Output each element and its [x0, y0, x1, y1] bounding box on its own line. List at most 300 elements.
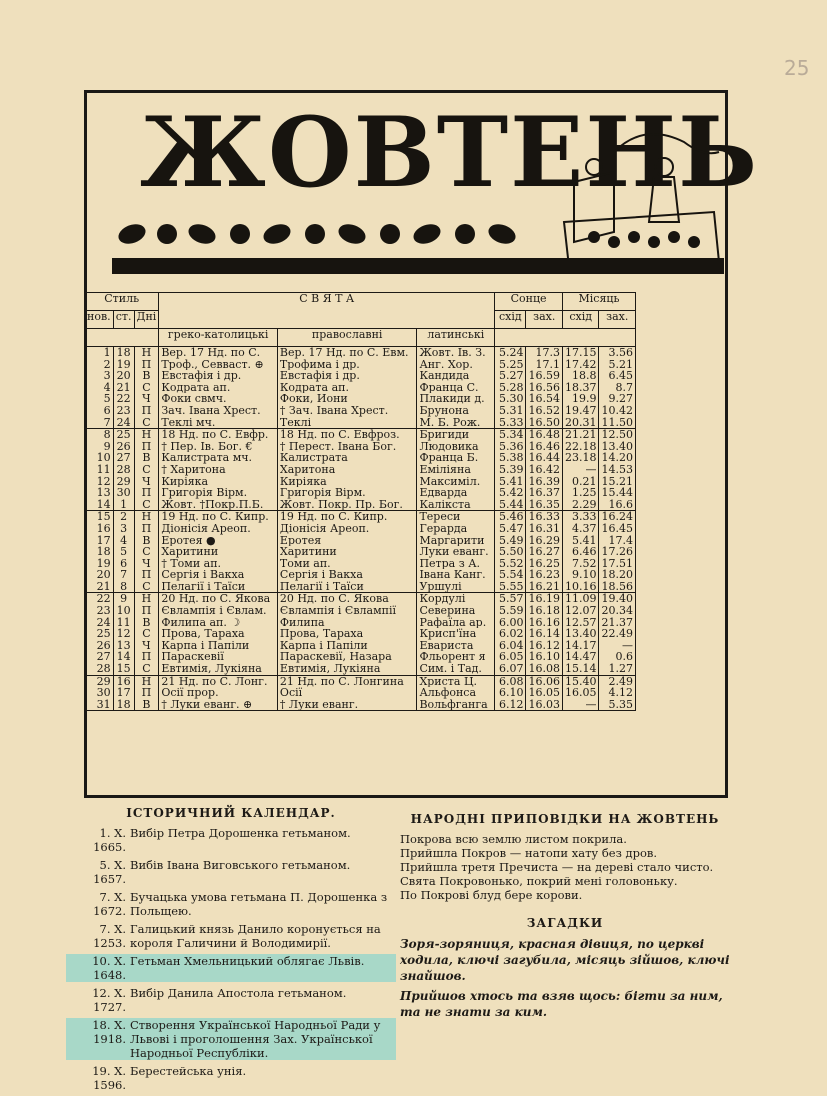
month-title	[112, 94, 760, 218]
cell-line: 17.15	[564, 347, 597, 359]
cell-line: Карпа і Папіли	[161, 639, 250, 652]
cell-line: Луки еванг.	[419, 546, 489, 558]
cell-line: 21.21	[564, 429, 597, 441]
week-moon-set-cell	[599, 675, 636, 711]
week-sun-rise-cell	[495, 593, 526, 675]
cell-line: 19	[116, 358, 131, 371]
week-ortho-cell	[277, 593, 417, 675]
cell-line: Евстафія і др.	[161, 370, 242, 382]
cell-line: Франца Б.	[419, 452, 479, 464]
week-days-cell	[134, 675, 159, 711]
cell-line: 18	[96, 546, 111, 558]
cell-line: † Харитона	[161, 463, 226, 476]
week-lat-cell	[417, 675, 495, 711]
cell-line: Н	[141, 675, 152, 688]
cell-line: Евстафія і др.	[279, 370, 360, 382]
cell-line: 5.41	[571, 534, 597, 547]
cell-line: Маргарити	[419, 534, 485, 547]
cell-line: Ч	[142, 557, 151, 570]
cell-line: 10.42	[601, 404, 633, 417]
week-moon-rise-cell	[562, 347, 599, 429]
market-illustration	[554, 112, 724, 272]
history-date: 10. X. 1648.	[66, 954, 130, 982]
week-gk-cell	[159, 511, 278, 593]
cell-line: Євлампія і Євлам.	[161, 605, 267, 617]
cell-line: 5.57	[498, 593, 524, 606]
cell-line: 19 Нд. по С. Кипр.	[279, 511, 388, 523]
cell-line: 5.46	[498, 511, 524, 523]
cell-line: Кандида	[419, 370, 470, 382]
cell-line: 16.42	[528, 463, 560, 476]
cell-line: 12	[116, 628, 131, 640]
cell-line: 5.42	[498, 487, 524, 499]
cell-line: 9.10	[571, 569, 597, 581]
cell-line: 5.49	[498, 534, 524, 547]
cell-line: Діонісія Ареоп.	[161, 522, 251, 535]
cell-line: 16.52	[528, 404, 560, 417]
week-moon-rise-cell	[562, 511, 599, 593]
cell-line: † Пер. Ів. Бог. €	[161, 440, 253, 453]
history-text: Гетьман Хмельницький облягає Львів.	[130, 954, 396, 982]
cell-line: С	[142, 580, 151, 593]
cell-line: 16.03	[528, 698, 560, 711]
cell-line: 21 Нд. по С. Лонгина	[279, 675, 404, 688]
header-moon-rise: схід	[562, 311, 599, 329]
cell-line: 8.7	[615, 381, 633, 394]
cell-line: 10	[96, 452, 111, 464]
cell-line: Фльорент я	[419, 651, 486, 664]
cell-line: 11.50	[601, 416, 633, 429]
cell-line: 9	[103, 440, 111, 453]
week-new-cell	[85, 593, 114, 675]
cell-line: Ч	[142, 393, 151, 405]
saying-line: Свята Покровонько, покрий мені головоньку.	[400, 874, 678, 888]
cell-line: 3	[120, 522, 128, 535]
history-date: 18. X. 1918.	[66, 1018, 130, 1060]
cell-line: 6.45	[608, 370, 633, 382]
cell-line: В	[142, 534, 151, 547]
week-moon-set-cell	[599, 429, 636, 511]
history-item	[66, 826, 396, 854]
cell-line: 21	[96, 580, 111, 593]
cell-line: 5.27	[498, 370, 524, 382]
cell-line: 18.56	[601, 580, 633, 593]
cell-line: 6.02	[498, 628, 524, 640]
week-sun-rise-cell	[495, 511, 526, 593]
cell-line: П	[141, 569, 152, 581]
cell-line: 12	[96, 475, 111, 488]
header-moon-set: зах.	[599, 311, 636, 329]
cell-line: 28	[116, 463, 131, 476]
sayings-list	[400, 832, 730, 902]
history-text: Створення Української Народньої Ради у Львові і проголошення Зах. Української Народньої Республіки.	[130, 1018, 396, 1060]
cell-line: 16.48	[528, 429, 560, 441]
cell-line: 18 Нд. по С. Евфроз.	[279, 429, 400, 441]
history-item	[66, 954, 396, 982]
month-title-text: ЖОВТЕНЬ	[140, 96, 760, 209]
cell-line: † Зач. Івана Хрест.	[279, 404, 389, 417]
cell-line: Северина	[419, 605, 476, 617]
cell-line: 20.31	[564, 416, 597, 429]
cell-line: Ч	[142, 639, 151, 652]
cell-line: Жовт. †Покр.П.Б.	[161, 498, 264, 511]
history-text: Берестейська унія.	[130, 1064, 247, 1078]
cell-line: 10	[116, 605, 131, 617]
cell-line: 4.37	[571, 522, 597, 535]
cell-line: 20 Нд. по С. Якова	[161, 593, 271, 606]
header-sonce: Сонце	[495, 293, 563, 311]
cell-line: 14.47	[564, 651, 597, 664]
week-new-cell	[85, 675, 114, 711]
riddle-list	[400, 936, 730, 1020]
cell-line: Н	[141, 347, 152, 359]
cell-line: 22.49	[601, 628, 633, 640]
cell-line: Теклі	[279, 416, 312, 429]
cell-line: П	[141, 651, 152, 664]
history-date: 12. X. 1727.	[92, 986, 126, 1014]
cell-line: 16.27	[528, 546, 560, 558]
header-greko: греко-католицькі	[159, 329, 278, 347]
cell-line: 5	[120, 546, 128, 558]
header-svyata: С В Я Т А	[159, 293, 495, 329]
leaf-ornament	[112, 212, 522, 252]
cell-line: П	[141, 522, 152, 535]
cell-line: 22.18	[564, 440, 597, 453]
cell-line: Євлампія і Євлампії	[279, 605, 397, 617]
week-lat-cell	[417, 347, 495, 429]
cell-line: Еротея ●	[161, 534, 216, 547]
cell-line: 1	[103, 347, 111, 359]
cell-line: П	[141, 487, 152, 499]
cell-line: 8	[120, 580, 128, 593]
cell-line: 23	[116, 404, 131, 417]
week-gk-cell	[159, 429, 278, 511]
cell-line: 15	[116, 663, 131, 675]
history-list	[66, 826, 396, 1092]
cell-line: 16.25	[528, 557, 560, 570]
cell-line: 5.25	[498, 358, 524, 371]
cell-line: Н	[141, 593, 152, 606]
cell-line: 5.24	[498, 347, 524, 359]
cell-line: Анг. Хор.	[419, 358, 473, 371]
cell-line: 2	[120, 511, 128, 523]
cell-line: 30	[96, 687, 111, 699]
cell-line: Ч	[142, 475, 151, 488]
cell-line: 3	[103, 370, 111, 382]
week-sun-set-cell	[526, 675, 563, 711]
cell-line: 16.06	[528, 675, 560, 688]
cell-line: 3.33	[571, 511, 597, 523]
history-item	[66, 1064, 396, 1092]
cell-line: 6	[103, 404, 111, 417]
saying-line: Прийшла Покров — натопи хату без дров.	[400, 846, 658, 860]
week-moon-set-cell	[599, 593, 636, 675]
cell-line: Харитини	[279, 546, 337, 558]
cell-line: 15.14	[564, 663, 597, 675]
cell-line: 23	[96, 605, 111, 617]
cell-line: Людовика	[419, 440, 479, 453]
cell-line: 20	[96, 569, 111, 581]
cell-line: 16.05	[528, 687, 560, 699]
cell-line: Петра з А.	[419, 557, 481, 570]
cell-line: Кордулі	[419, 593, 466, 606]
week-moon-rise-cell	[562, 429, 599, 511]
week-row	[85, 675, 636, 711]
cell-line: 4	[103, 381, 111, 394]
cell-line: 20 Нд. по С. Якова	[279, 593, 389, 606]
history-item	[66, 858, 396, 886]
cell-line: 5.52	[498, 557, 524, 570]
cell-line: Діонісія Ареоп.	[279, 522, 370, 535]
cell-line: С	[142, 416, 151, 429]
cell-line: 14.53	[601, 463, 633, 476]
week-days-cell	[134, 593, 159, 675]
week-sun-rise-cell	[495, 347, 526, 429]
week-ortho-cell	[277, 675, 417, 711]
cell-line: 16.56	[528, 381, 560, 394]
cell-line: 14	[116, 651, 131, 664]
cell-line: Зач. Івана Хрест.	[161, 404, 261, 417]
cell-line: Евариста	[419, 639, 474, 652]
cell-line: М. Б. Рож.	[419, 416, 481, 429]
cell-line: † Перест. Івана Бог.	[279, 440, 397, 453]
cell-line: 21	[116, 381, 131, 394]
cell-line: Фоки, Йони	[279, 393, 348, 405]
cell-line: Христа Ц.	[419, 675, 478, 688]
history-text: Галицький князь Данило коронується на короля Галичини й Володимирії.	[130, 922, 381, 950]
cell-line: 11	[116, 616, 131, 629]
cell-line: Франца С.	[419, 381, 479, 394]
cell-line: 31	[96, 698, 111, 711]
cell-line: Филипа ап. ☽	[161, 616, 241, 629]
header-latynski: латинські	[417, 329, 495, 347]
cell-line: 4.12	[608, 687, 633, 699]
cell-line: С	[142, 498, 151, 511]
cell-line: Карпа і Папіли	[279, 639, 368, 652]
cell-line: 21.37	[601, 616, 633, 629]
cell-line: Кодрата ап.	[161, 381, 231, 394]
cell-line: 15	[96, 511, 111, 523]
cell-line: 16.46	[528, 440, 560, 453]
cell-line: Еротея	[279, 534, 322, 547]
history-section	[66, 806, 396, 1096]
history-text: Бучацька умова гетьмана П. Дорошенка з Польщею.	[130, 890, 388, 918]
cell-line: П	[141, 358, 152, 371]
week-ortho-cell	[277, 429, 417, 511]
cell-line: Івана Канг.	[419, 569, 486, 581]
cell-line: Прова, Тараха	[279, 628, 364, 640]
history-title: ІСТОРИЧНИЙ КАЛЕНДАР.	[126, 806, 336, 820]
cell-line: 9	[120, 593, 128, 606]
cell-line: 5.59	[498, 605, 524, 617]
history-date: 7. X. 1253.	[93, 922, 126, 950]
cell-line: 16.24	[601, 511, 633, 523]
week-ortho-cell	[277, 511, 417, 593]
cell-line: 14.17	[564, 639, 597, 652]
cell-line: 12.07	[564, 605, 597, 617]
cell-line: 14.20	[601, 452, 633, 464]
cell-line: Плакиди д.	[419, 393, 485, 405]
cell-line: 6.05	[498, 651, 524, 664]
cell-line: Максиміл.	[419, 475, 481, 488]
cell-line: 13	[96, 487, 111, 499]
cell-line: 18	[116, 698, 131, 711]
cell-line: Григорія Вірм.	[279, 487, 366, 499]
cell-line: 27	[116, 452, 131, 464]
cell-line: Уршулі	[419, 580, 462, 593]
history-text: Вибір Петра Дорошенка гетьманом.	[130, 826, 351, 840]
cell-line: 16.39	[528, 475, 560, 488]
week-row	[85, 593, 636, 675]
cell-line: 19.47	[564, 404, 597, 417]
week-lat-cell	[417, 429, 495, 511]
week-sun-set-cell	[526, 429, 563, 511]
cell-line: —	[585, 463, 597, 476]
cell-line: Вер. 17 Нд. по С.	[161, 347, 261, 359]
cell-line: 30	[116, 487, 131, 499]
cell-line: 2.49	[608, 675, 633, 688]
cell-line: 5.30	[498, 393, 524, 405]
cell-line: 27	[96, 651, 111, 664]
history-item	[66, 1018, 396, 1060]
cell-line: 16.29	[528, 534, 560, 547]
cell-line: В	[142, 370, 151, 382]
cell-line: 6.00	[498, 616, 524, 629]
cell-line: Альфонса	[419, 687, 477, 699]
cell-line: 16	[96, 522, 111, 535]
cell-line: Сим. і Тад.	[419, 663, 482, 675]
cell-line: Жовт. Покр. Пр. Бог.	[279, 498, 403, 511]
cell-line: С	[142, 546, 151, 558]
cell-line: 5.21	[608, 358, 633, 371]
cell-line: 29	[116, 475, 131, 488]
cell-line: 8	[103, 429, 111, 441]
cell-line: 16.50	[528, 416, 560, 429]
cell-line: Тереси	[419, 511, 461, 523]
week-moon-rise-cell	[562, 675, 599, 711]
cell-line: 3.56	[608, 347, 633, 359]
cell-line: 16.44	[528, 452, 560, 464]
cell-line: 5.28	[498, 381, 524, 394]
week-sun-rise-cell	[495, 429, 526, 511]
cell-line: Жовт. Ів. З.	[419, 347, 486, 359]
cell-line: 6.10	[498, 687, 524, 699]
cell-line: Киріяка	[279, 475, 327, 488]
cell-line: 7.52	[571, 557, 597, 570]
cell-line: 16.33	[528, 511, 560, 523]
cell-line: 5.44	[498, 498, 524, 511]
cell-line: Томи ап.	[279, 557, 331, 570]
cell-line: 5.33	[498, 416, 524, 429]
header-pravoslavni: православні	[277, 329, 417, 347]
cell-line: С	[142, 663, 151, 675]
cell-line: 18.20	[601, 569, 633, 581]
cell-line: 16.19	[528, 593, 560, 606]
cell-line: 16.08	[528, 663, 560, 675]
cell-line: 7	[103, 416, 111, 429]
cell-line: Н	[141, 511, 152, 523]
cell-line: 11.09	[564, 593, 597, 606]
cell-line: Едварда	[419, 487, 468, 499]
week-old-cell	[113, 675, 134, 711]
cell-line: 13	[116, 639, 131, 652]
cell-line: 16.6	[608, 498, 633, 511]
cell-line: 13.40	[564, 628, 597, 640]
cell-line: Брунона	[419, 404, 469, 417]
week-lat-cell	[417, 511, 495, 593]
history-date: 5. X. 1657.	[93, 858, 126, 886]
cell-line: 6.12	[498, 698, 524, 711]
cell-line: 19.9	[571, 393, 597, 405]
cell-line: 6	[120, 557, 128, 570]
cell-line: 19 Нд. по С. Кипр.	[161, 511, 269, 523]
cell-line: 11	[96, 463, 111, 476]
week-gk-cell	[159, 593, 278, 675]
week-sun-set-cell	[526, 347, 563, 429]
cell-line: 12.57	[564, 616, 597, 629]
cell-line: 16.12	[528, 639, 560, 652]
cell-line: Пелагії і Таїси	[279, 580, 364, 593]
cell-line: Калистрата	[279, 452, 348, 464]
week-sun-set-cell	[526, 593, 563, 675]
cell-line: 5.50	[498, 546, 524, 558]
cell-line: 2.29	[571, 498, 597, 511]
cell-line: 5.36	[498, 440, 524, 453]
cell-line: Калікста	[419, 498, 471, 511]
cell-line: —	[622, 639, 633, 652]
cell-line: Еміліяна	[419, 463, 471, 476]
cell-line: Трофима і др.	[279, 358, 360, 371]
cell-line: Бригиди	[419, 429, 470, 441]
cell-line: 5.31	[498, 404, 524, 417]
week-days-cell	[134, 347, 159, 429]
history-date: 1. X. 1665.	[93, 826, 126, 854]
cell-line: 16.45	[601, 522, 633, 535]
cell-line: 5	[103, 393, 111, 405]
sayings-section	[400, 812, 730, 1020]
cell-line: 16.16	[528, 616, 560, 629]
history-item	[66, 890, 396, 918]
cell-line: 6.08	[498, 675, 524, 688]
cell-line: 2	[103, 358, 111, 371]
cell-line: Теклі мч.	[161, 416, 216, 429]
history-date: 19. X. 1596.	[92, 1064, 126, 1092]
cell-line: Параскевії	[161, 651, 224, 664]
cell-line: 1.27	[608, 663, 633, 675]
cell-line: 17	[96, 534, 111, 547]
cell-line: 16.54	[528, 393, 560, 405]
history-text: Вибір Данила Апостола гетьманом.	[130, 986, 347, 1000]
cell-line: 19.40	[601, 593, 633, 606]
header-misyac: Місяць	[562, 293, 635, 311]
cell-line: 16.23	[528, 569, 560, 581]
cell-line: 16	[116, 675, 131, 688]
cell-line: 15.21	[601, 475, 633, 488]
cell-line: Параскевії, Назара	[279, 651, 392, 664]
cell-line: 6.04	[498, 639, 524, 652]
cell-line: Вер. 17 Нд. по С. Евм.	[279, 347, 409, 359]
cell-line: 7	[120, 569, 128, 581]
cell-line: 0.6	[615, 651, 633, 664]
cell-line: 5.54	[498, 569, 524, 581]
cell-line: П	[141, 687, 152, 699]
week-row	[85, 511, 636, 593]
sayings-title: НАРОДНІ ПРИПОВІДКИ НА ЖОВТЕНЬ	[410, 812, 720, 826]
cell-line: П	[141, 605, 152, 617]
cell-line: 18.8	[571, 370, 597, 382]
cell-line: 20.34	[601, 605, 633, 617]
cell-line: 16.35	[528, 498, 560, 511]
